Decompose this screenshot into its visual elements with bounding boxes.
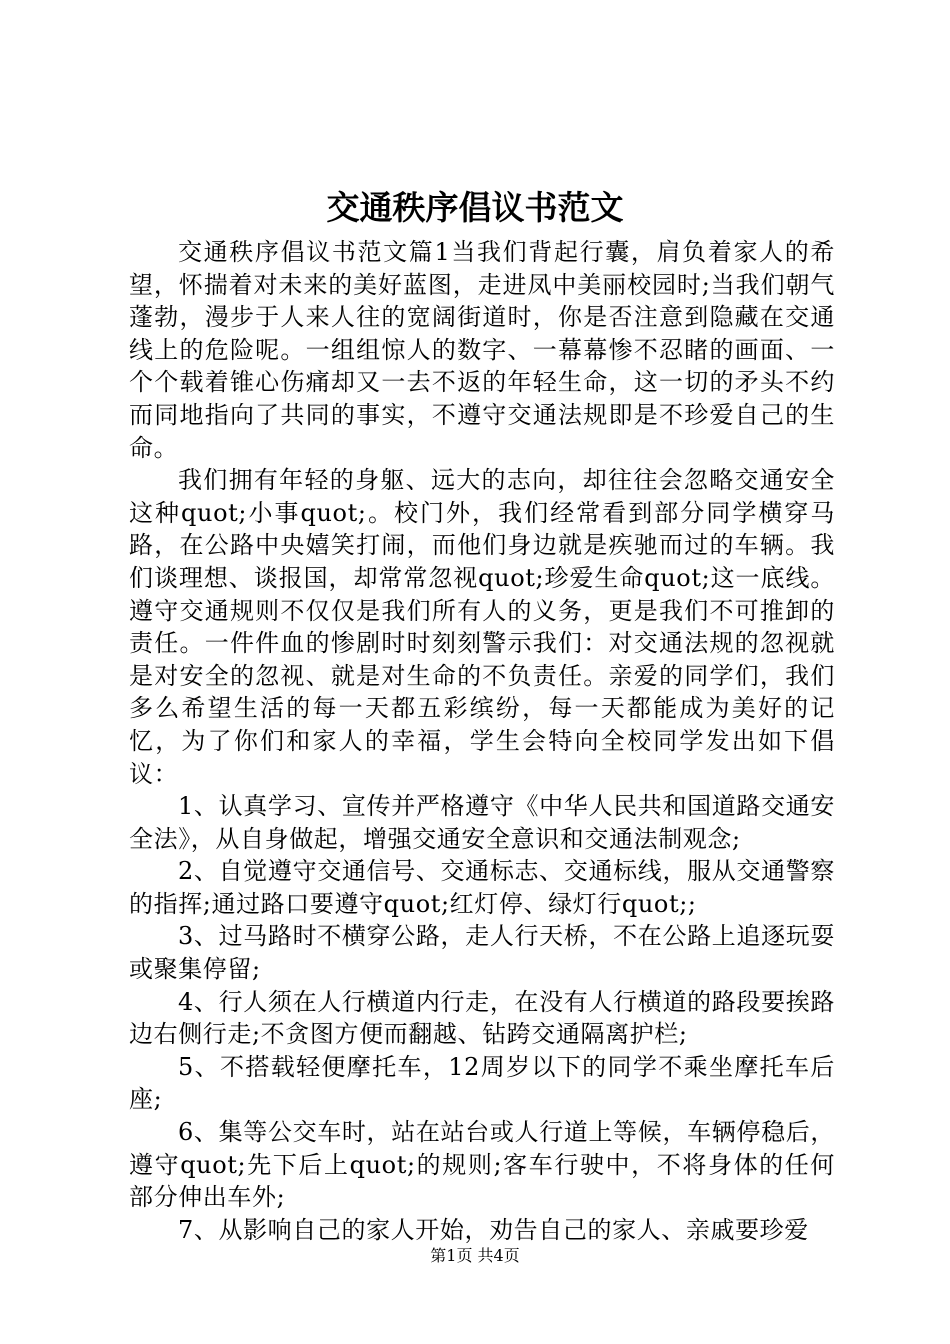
list-item-1: 1、认真学习、宣传并严格遵守《中华人民共和国道路交通安全法》，从自身做起，增强交通安全意识和交通法制观念; (129, 792, 835, 853)
paragraph-intro: 交通秩序倡议书范文篇1当我们背起行囊，肩负着家人的希望，怀揣着对未来的美好蓝图，走进凤中美丽校园时;当我们朝气蓬勃，漫步于人来人往的宽阔街道时，你是否注意到隐藏在交通线上的危险呢。一组组惊人的数字、一幕幕惨不忍睹的画面、一个个载着锥心伤痛却又一去不返的年轻生命，这一切的矛头不约而同地指向了共同的事实，不遵守交通法规即是不珍爱自己的生命。 (129, 238, 835, 462)
list-item-6: 6、集等公交车时，站在站台或人行道上等候，车辆停稳后，遵守quot;先下后上quot;的规则;客车行驶中，不将身体的任何部分伸出车外; (129, 1118, 835, 1212)
list-item-7: 7、从影响自己的家人开始，劝告自己的家人、亲戚要珍爱 (178, 1215, 809, 1244)
document-title: 交通秩序倡议书范文 (326, 188, 624, 227)
document-body (129, 236, 835, 1246)
list-item-5: 5、不搭载轻便摩托车，12周岁以下的同学不乘坐摩托车后座; (129, 1052, 835, 1114)
list-item-4: 4、行人须在人行横道内行走，在没有人行横道的路段要挨路边右侧行走;不贪图方便而翻越、钻跨交通隔离护栏; (129, 987, 835, 1049)
page-footer: 第1页 共4页 (430, 1246, 520, 1265)
list-item-3: 3、过马路时不横穿公路，走人行天桥，不在公路上追逐玩耍或聚集停留; (129, 922, 835, 984)
list-item-2: 2、自觉遵守交通信号、交通标志、交通标线，服从交通警察的指挥;通过路口要遵守quot;红灯停、绿灯行quot;; (129, 857, 835, 918)
paragraph-call: 我们拥有年轻的身躯、远大的志向，却往往会忽略交通安全这种quot;小事quot;。校门外，我们经常看到部分同学横穿马路，在公路中央嬉笑打闹，而他们身边就是疾驰而过的车辆。我们谈理想、谈报国，却常常忽视quot;珍爱生命quot;这一底线。遵守交通规则不仅仅是我们所有人的义务，更是我们不可推卸的责任。一件件血的惨剧时时刻刻警示我们：对交通法规的忽视就是对安全的忽视、就是对生命的不负责任。亲爱的同学们，我们多么希望生活的每一天都五彩缤纷，每一天都能成为美好的记忆，为了你们和家人的幸福，学生会特向全校同学发出如下倡议： (129, 466, 835, 788)
